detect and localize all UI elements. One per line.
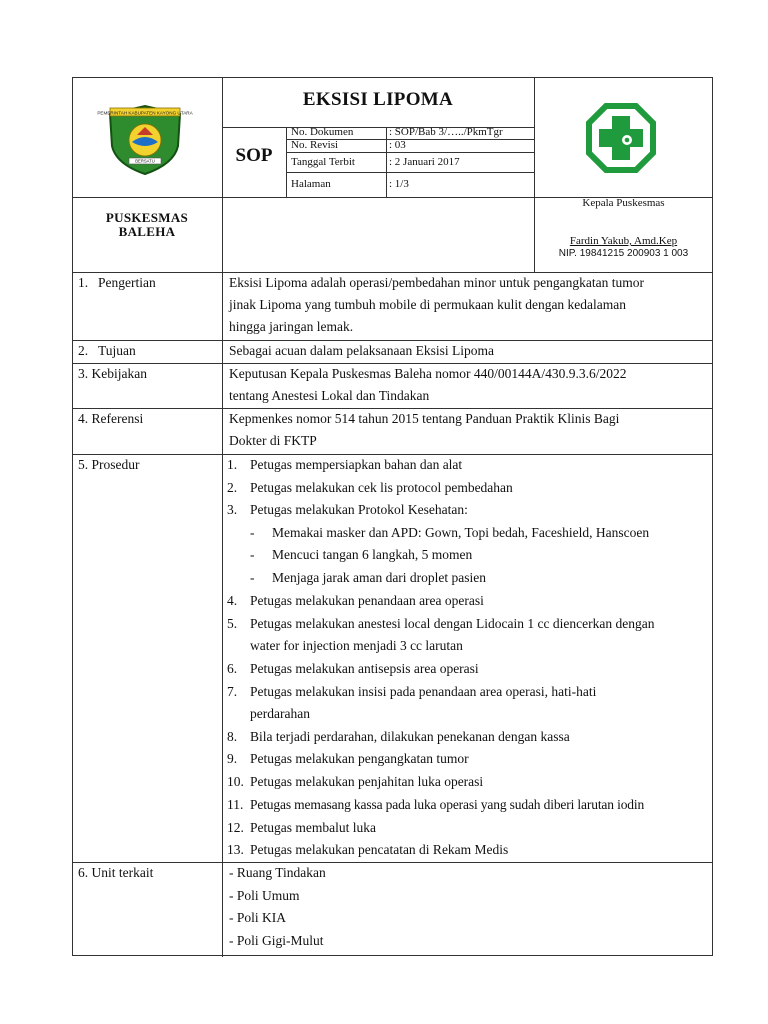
step-text: Petugas melakukan penandaan area operasi (250, 593, 484, 608)
referensi-label: 4. Referensi (78, 411, 144, 426)
sop-label: SOP (235, 145, 273, 166)
step-text: perdarahan (250, 706, 310, 721)
step-text: Petugas melakukan insisi pada penandaan area operasi, hati-hati (250, 684, 597, 699)
pengertian-label: Pengertian (98, 275, 156, 290)
step-text: Bila terjadi perdarahan, dilakukan penekanan dengan kassa (250, 729, 570, 744)
step-text: Petugas melakukan Protokol Kesehatan: (250, 502, 468, 517)
step-number: 5. (227, 616, 238, 631)
referensi-line: Kepmenkes nomor 514 tahun 2015 tentang Panduan Praktik Klinis Bagi (229, 411, 620, 426)
substep-bullet: - (250, 547, 255, 562)
step-text: Petugas melakukan anestesi local dengan Lidocain 1 cc diencerkan dengan (250, 616, 655, 631)
organization-name-line2: BALEHA (118, 224, 176, 239)
kebijakan-label: 3. Kebijakan (78, 366, 147, 381)
logo-caption-top: PEMERINTAH KABUPATEN KAYONG UTARA (97, 110, 193, 116)
step-text: Petugas melakukan penjahitan luka operasi (250, 774, 484, 789)
substep-text: Memakai masker dan APD: Gown, Topi bedah, Faceshield, Hanscoen (272, 525, 650, 540)
unit-item: - Ruang Tindakan (229, 865, 326, 880)
step-number: 3. (227, 502, 238, 517)
kebijakan-line: Keputusan Kepala Puskesmas Baleha nomor 440/00144A/430.9.3.6/2022 (229, 366, 627, 381)
tujuan-label: Tujuan (98, 343, 136, 358)
unit-terkait-label: 6. Unit terkait (78, 865, 154, 880)
step-number: 11. (227, 797, 244, 812)
step-number: 13. (227, 842, 244, 857)
step-text: Petugas membalut luka (250, 820, 376, 835)
referensi-line: Dokter di FKTP (229, 433, 317, 448)
step-text: Petugas mempersiapkan bahan dan alat (250, 457, 463, 472)
step-number: 1. (227, 457, 238, 472)
step-text: Petugas melakukan cek lis protocol pembedahan (250, 480, 513, 495)
substep-text: Menjaga jarak aman dari droplet pasien (272, 570, 487, 585)
unit-item: - Poli Gigi-Mulut (229, 933, 324, 948)
pengertian-line: Eksisi Lipoma adalah operasi/pembedahan minor untuk pengangkatan tumor (229, 275, 645, 290)
puskesmas-logo (585, 102, 657, 174)
step-number: 12. (227, 820, 244, 835)
logo-caption-bottom: BERSATU (135, 158, 155, 164)
step-number: 10. (227, 774, 244, 789)
tujuan-number: 2. (78, 343, 89, 358)
step-text: Petugas melakukan pencatatan di Rekam Medis (250, 842, 509, 857)
step-number: 8. (227, 729, 238, 744)
step-text: Petugas melakukan antisepsis area operasi (250, 661, 479, 676)
step-text: Petugas memasang kassa pada luka operasi yang sudah diberi larutan iodin (250, 797, 645, 812)
unit-item: - Poli KIA (229, 910, 286, 925)
step-number: 2. (227, 480, 238, 495)
kebijakan-line: tentang Anestesi Lokal dan Tindakan (229, 388, 430, 403)
revision-value: : 03 (389, 139, 406, 151)
doc-number-label: No. Dokumen (291, 126, 354, 138)
step-text: Petugas melakukan pengangkatan tumor (250, 751, 469, 766)
unit-item: - Poli Umum (229, 888, 300, 903)
step-text: water for injection menjadi 3 cc larutan (250, 638, 463, 653)
substep-text: Mencuci tangan 6 langkah, 5 momen (272, 547, 473, 562)
page-value: : 1/3 (389, 178, 409, 190)
pengertian-line: jinak Lipoma yang tumbuh mobile di permukaan kulit dengan kedalaman (229, 297, 627, 312)
substep-bullet: - (250, 525, 255, 540)
step-number: 9. (227, 751, 238, 766)
issue-date-value: : 2 Januari 2017 (389, 156, 460, 168)
prosedur-label: 5. Prosedur (78, 457, 140, 472)
signer-role: Kepala Puskesmas (582, 197, 665, 209)
pengertian-number: 1. (78, 275, 89, 290)
pengertian-line: hingga jaringan lemak. (229, 319, 354, 334)
document-title: EKSISI LIPOMA (302, 89, 454, 110)
regency-logo (97, 102, 193, 178)
page-label: Halaman (291, 178, 331, 190)
issue-date-label: Tanggal Terbit (291, 156, 355, 168)
organization-name-line1: PUSKESMAS (105, 210, 189, 225)
signer-name: Fardin Yakub, Amd.Kep (569, 235, 678, 247)
step-number: 6. (227, 661, 238, 676)
signer-nip: NIP. 19841215 200903 1 003 (558, 248, 689, 259)
step-number: 4. (227, 593, 238, 608)
revision-label: No. Revisi (291, 139, 339, 151)
step-number: 7. (227, 684, 238, 699)
substep-bullet: - (250, 570, 255, 585)
doc-number-value: : SOP/Bab 3/…../PkmTgr (389, 126, 503, 138)
tujuan-text: Sebagai acuan dalam pelaksanaan Eksisi Lipoma (229, 343, 495, 358)
